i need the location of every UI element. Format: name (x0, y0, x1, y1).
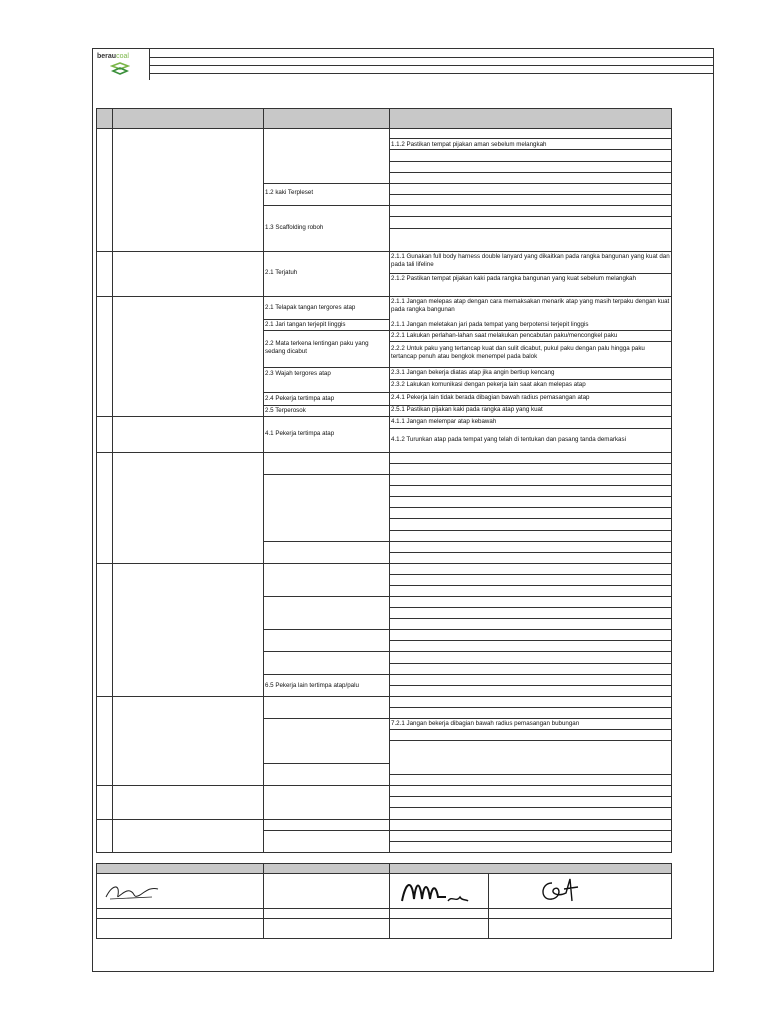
control-cell: 2.1.1 Jangan meletakan jari pada tempat yang berpotensi terjepit linggis (391, 321, 589, 328)
hazard-cell: 2.1 Terjatuh (265, 269, 298, 276)
control-cell: 2.1.1 Gunakan full body harness double lanyard yang dikaitkan pada rangka bangunan yang kuat dan pada tali lifeline (391, 253, 670, 268)
hazard-cell: 1.2 kaki Terpleset (265, 189, 314, 196)
document-header (92, 48, 714, 80)
signature-1 (102, 877, 160, 905)
control-cell: 2.1.1 Jangan melepas atap dengan cara memaksakan menarik atap yang masih terpaku dengan kuat pada rangka bangunan (391, 298, 670, 313)
table-header-row (96, 108, 672, 128)
hazard-cell: 2.1 Telapak tangan tergores atap (265, 304, 356, 311)
hazard-cell: 2.2 Mata terkena lentingan paku yang sedang dicabut (265, 340, 369, 355)
hazard-cell: 2.1 Jari tangan terjepit linggis (265, 321, 346, 328)
header-rule (150, 65, 714, 66)
control-cell: 2.1.2 Pastikan tempat pijakan kaki pada rangka bangunan yang kuat sebelum melangkah (391, 275, 636, 282)
control-cell: 1.1.2 Pastikan tempat pijakan aman sebelum melangkah (391, 141, 547, 148)
logo-mark-icon (110, 62, 130, 76)
signature-2 (398, 875, 470, 907)
signature-table (96, 863, 672, 939)
control-cell: 7.2.1 Jangan bekerja dibagian bawah radius pemasangan bubungan (391, 720, 580, 727)
signature-3 (536, 875, 580, 905)
logo-wordmark: beraucoal (97, 53, 129, 60)
hazard-cell: 2.5 Terperosok (265, 407, 306, 414)
company-logo (92, 48, 150, 80)
hazard-cell: 4.1 Pekerja tertimpa atap (265, 430, 335, 437)
control-cell: 2.3.2 Lakukan komunikasi dengan pekerja lain saat akan melepas atap (391, 381, 586, 388)
hazard-cell: 2.4 Pekerja tertimpa atap (265, 395, 335, 402)
control-cell: 2.2.2 Untuk paku yang tertancap kuat dan sulit dicabut, pukul paku dengan palu hingga paku tertancap penuh atau bengkok menempel pada balok (391, 345, 645, 360)
signature-header-row (96, 863, 672, 873)
hazard-cell: 6.5 Pekerja lain tertimpa atap/palu (265, 682, 359, 689)
header-rule (150, 57, 714, 58)
risk-table (96, 108, 672, 852)
control-cell: 2.5.1 Pastikan pijakan kaki pada rangka atap yang kuat (391, 406, 543, 413)
control-cell: 4.1.1 Jangan melempar atap kebawah (391, 418, 497, 425)
header-rule (150, 73, 714, 74)
hazard-cell: 1.3 Scaffolding roboh (265, 224, 324, 231)
control-cell: 2.2.1 Lakukan perlahan-lahan saat melakukan pencabutan paku/mencongkel paku (391, 332, 618, 339)
hazard-cell: 2.3 Wajah tergores atap (265, 370, 331, 377)
control-cell: 2.3.1 Jangan bekerja diatas atap jika angin bertiup kencang (391, 369, 555, 376)
control-cell: 2.4.1 Pekerja lain tidak berada dibagian bawah radius pemasangan atap (391, 394, 590, 401)
control-cell: 4.1.2 Turunkan atap pada tempat yang telah di tentukan dan pasang tanda demarkasi (391, 436, 626, 443)
